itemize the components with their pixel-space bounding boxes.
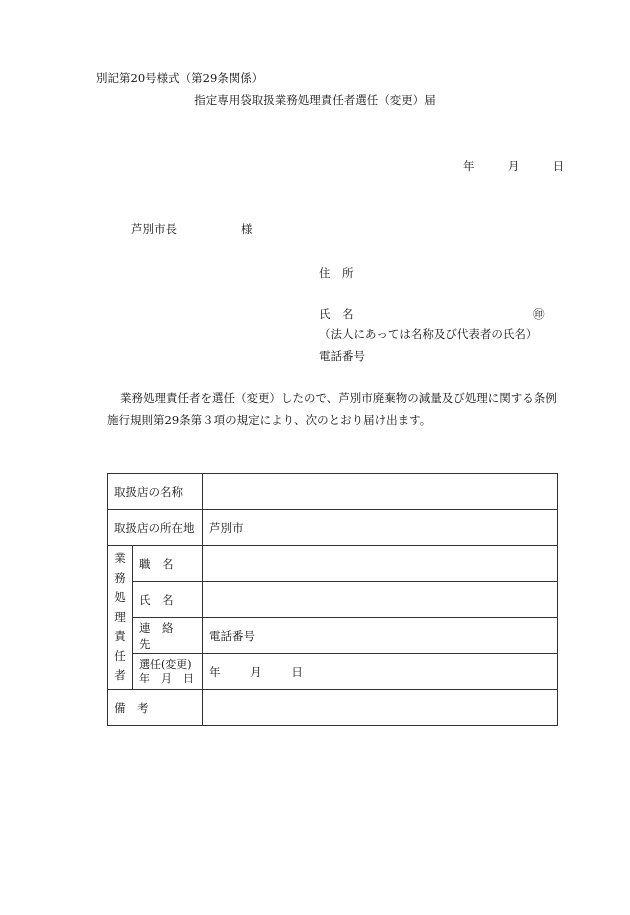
contact-label: 連 絡 先	[133, 618, 203, 654]
addressee-honorific: 様	[241, 222, 253, 236]
table-row	[108, 618, 558, 654]
date-year: 年	[463, 159, 475, 173]
person-name-label: 氏 名	[133, 582, 203, 618]
table-row	[108, 582, 558, 618]
seal-mark-icon: ㊞	[533, 307, 545, 321]
table-row	[108, 510, 558, 546]
notification-table	[107, 473, 558, 726]
applicant-address-label: 住 所	[319, 266, 354, 280]
position-label: 職 名	[133, 546, 203, 582]
date-day: 日	[552, 159, 565, 173]
shop-address-field[interactable]: 芦別市	[203, 510, 558, 546]
responsible-person-label: 業 務 処 理 責 任 者	[108, 546, 133, 690]
contact-field[interactable]: 電話番号	[203, 618, 558, 654]
page-title: 指定専用袋取扱業務処理責任者選任（変更）届	[194, 93, 436, 107]
form-number: 別記第20号様式（第29条関係）	[96, 71, 264, 85]
shop-name-label: 取扱店の名称	[108, 474, 203, 510]
applicant-tel-label: 電話番号	[319, 349, 365, 363]
addressee	[131, 221, 253, 237]
body-text-line2: 施行規則第29条第３項の規定により、次のとおり届け出ます。	[107, 413, 432, 427]
date-month: 月	[507, 159, 520, 173]
addressee-name: 芦別市長	[131, 222, 177, 236]
corporation-note: （法人にあっては名称及び代表者の氏名）	[319, 327, 538, 341]
appointed-date-label: 選任(変更) 年 月 日	[133, 654, 203, 690]
table-row	[108, 474, 558, 510]
person-name-field[interactable]	[203, 582, 558, 618]
table-row	[108, 546, 558, 582]
submission-date	[463, 158, 564, 174]
shop-name-field[interactable]	[203, 474, 558, 510]
shop-address-label: 取扱店の所在地	[108, 510, 203, 546]
table-row	[108, 654, 558, 690]
body-text-line1: 業務処理責任者を選任（変更）したので、芦別市廃棄物の減量及び処理に関する条例	[120, 391, 557, 405]
position-field[interactable]	[203, 546, 558, 582]
applicant-name-label: 氏 名	[319, 307, 354, 321]
remarks-label: 備 考	[108, 690, 203, 726]
remarks-field[interactable]	[203, 690, 558, 726]
table-row	[108, 690, 558, 726]
appointed-date-field[interactable]: 年 月 日	[203, 654, 558, 690]
